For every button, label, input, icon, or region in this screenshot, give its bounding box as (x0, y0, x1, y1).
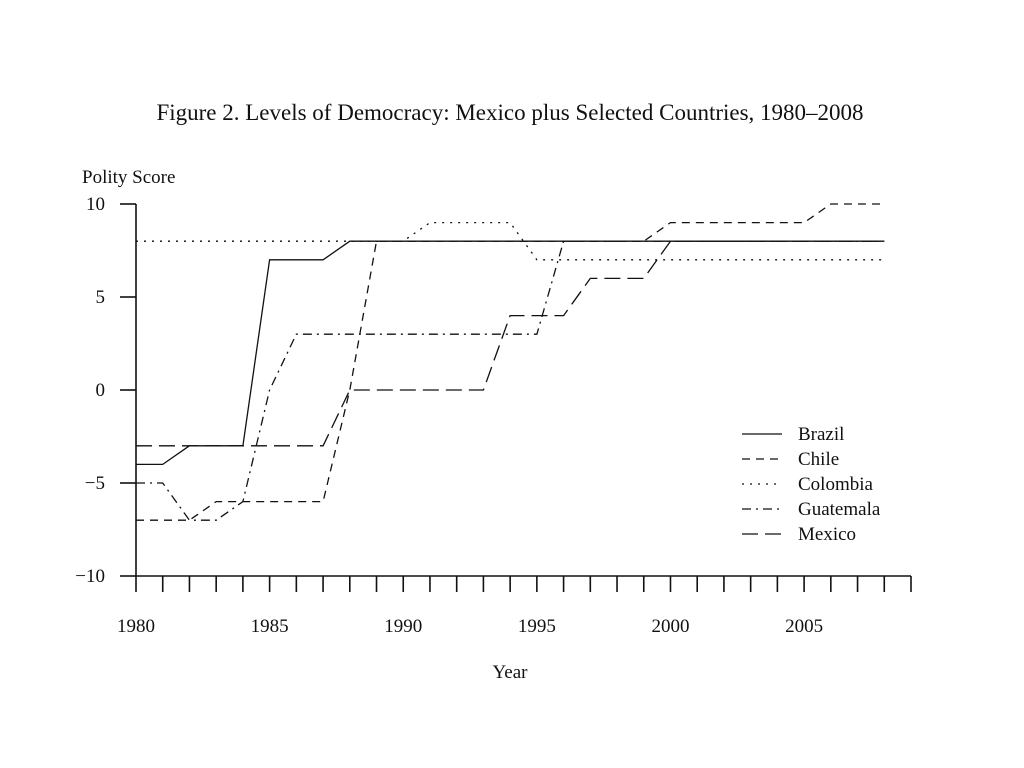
legend-label-guatemala: Guatemala (798, 499, 881, 520)
series-brazil-line (136, 241, 884, 464)
y-tick-label: −10 (75, 566, 105, 587)
x-tick-label: 2000 (651, 616, 690, 637)
x-tick-label: 1990 (384, 616, 423, 637)
legend-label-colombia: Colombia (798, 474, 873, 495)
series-guatemala-line (136, 241, 884, 520)
x-tick-label: 1995 (517, 616, 556, 637)
axes (75, 194, 911, 637)
legend (742, 424, 881, 545)
y-tick-label: 5 (95, 287, 105, 308)
y-tick-label: 10 (86, 194, 105, 215)
series-mexico-line (136, 241, 884, 446)
x-axis-label: Year (492, 662, 528, 683)
series-chile-line (136, 204, 884, 520)
y-tick-label: 0 (95, 380, 105, 401)
x-tick-label: 1985 (250, 616, 289, 637)
x-tick-label: 2005 (785, 616, 824, 637)
legend-label-mexico: Mexico (798, 524, 857, 545)
x-tick-label: 1980 (117, 616, 155, 637)
y-axis-label: Polity Score (82, 167, 176, 188)
y-tick-label: −5 (84, 473, 105, 494)
series-layer (136, 204, 884, 520)
legend-label-brazil: Brazil (798, 424, 845, 445)
chart-title: Figure 2. Levels of Democracy: Mexico plus Selected Countries, 1980–2008 (156, 100, 864, 125)
legend-label-chile: Chile (798, 449, 840, 470)
